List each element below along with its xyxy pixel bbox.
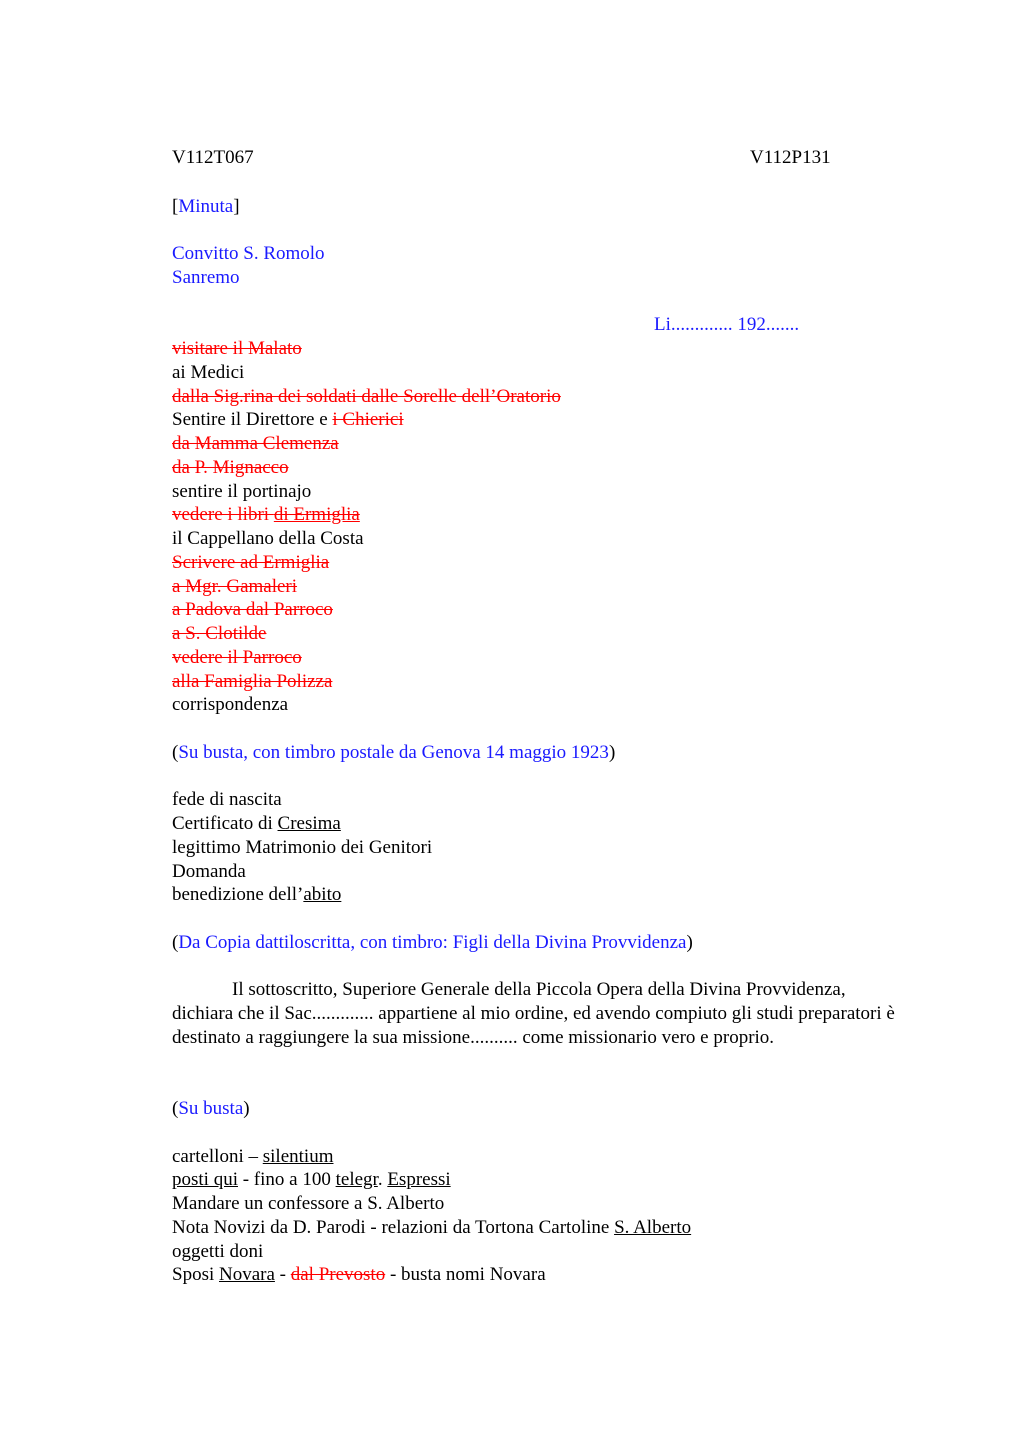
note-line: da Mamma Clemenza <box>172 433 339 454</box>
declaration-paragraph: Il sottoscritto, Superiore Generale della Piccola Opera della Divina Provvidenza, dichiara che il Sac............. appartiene al mio ordine, ed avendo compiuto gli studi preparatori è destinato a raggiungere la sua missione.......... come missionario vero e proprio. <box>172 979 895 1048</box>
note-line: ai Medici <box>172 362 245 383</box>
minuta-label: [Minuta] <box>172 196 240 217</box>
note-line: sentire il portinajo <box>172 481 312 502</box>
note-line: Sentire il Direttore e i Chierici <box>172 409 404 430</box>
note-line: oggetti doni <box>172 1241 264 1262</box>
envelope-note-2: (Su busta) <box>172 1098 250 1119</box>
note-line: alla Famiglia Polizza <box>172 671 333 692</box>
letterhead-line1: Convitto S. Romolo <box>172 243 325 264</box>
copy-note: (Da Copia dattiloscritta, con timbro: Figli della Divina Provvidenza) <box>172 932 693 953</box>
note-line: a S. Clotilde <box>172 623 267 644</box>
note-line: Mandare un confessore a S. Alberto <box>172 1193 445 1214</box>
note-line: legittimo Matrimonio dei Genitori <box>172 837 433 858</box>
note-line: corrispondenza <box>172 694 289 715</box>
note-line: il Cappellano della Costa <box>172 528 364 549</box>
header-left-code: V112T067 <box>172 147 254 168</box>
note-line: Domanda <box>172 861 246 882</box>
note-line: Nota Novizi da D. Parodi - relazioni da Tortona Cartoline S. Alberto <box>172 1217 692 1238</box>
note-line: vedere i libri di Ermiglia <box>172 504 360 525</box>
note-line: cartelloni – silentium <box>172 1146 334 1167</box>
header-right-code: V112P131 <box>750 147 831 168</box>
note-line: benedizione dell’abito <box>172 884 342 905</box>
note-line: posti qui - fino a 100 telegr. Espressi <box>172 1169 451 1190</box>
date-line: Li............. 192....... <box>654 314 800 335</box>
note-line: da P. Mignacco <box>172 457 289 478</box>
note-line: vedere il Parroco <box>172 647 302 668</box>
note-line: a Padova dal Parroco <box>172 599 333 620</box>
note-line: visitare il Malato <box>172 338 302 359</box>
letterhead-line2: Sanremo <box>172 267 240 288</box>
note-line: Scrivere ad Ermiglia <box>172 552 330 573</box>
note-line: Certificato di Cresima <box>172 813 341 834</box>
note-line: Sposi Novara - dal Prevosto - busta nomi Novara <box>172 1264 546 1285</box>
note-line: dalla Sig.rina dei soldati dalle Sorelle dell’Oratorio <box>172 386 561 407</box>
envelope-note-1: (Su busta, con timbro postale da Genova 14 maggio 1923) <box>172 742 616 763</box>
note-line: a Mgr. Gamaleri <box>172 576 298 597</box>
note-line: fede di nascita <box>172 789 282 810</box>
